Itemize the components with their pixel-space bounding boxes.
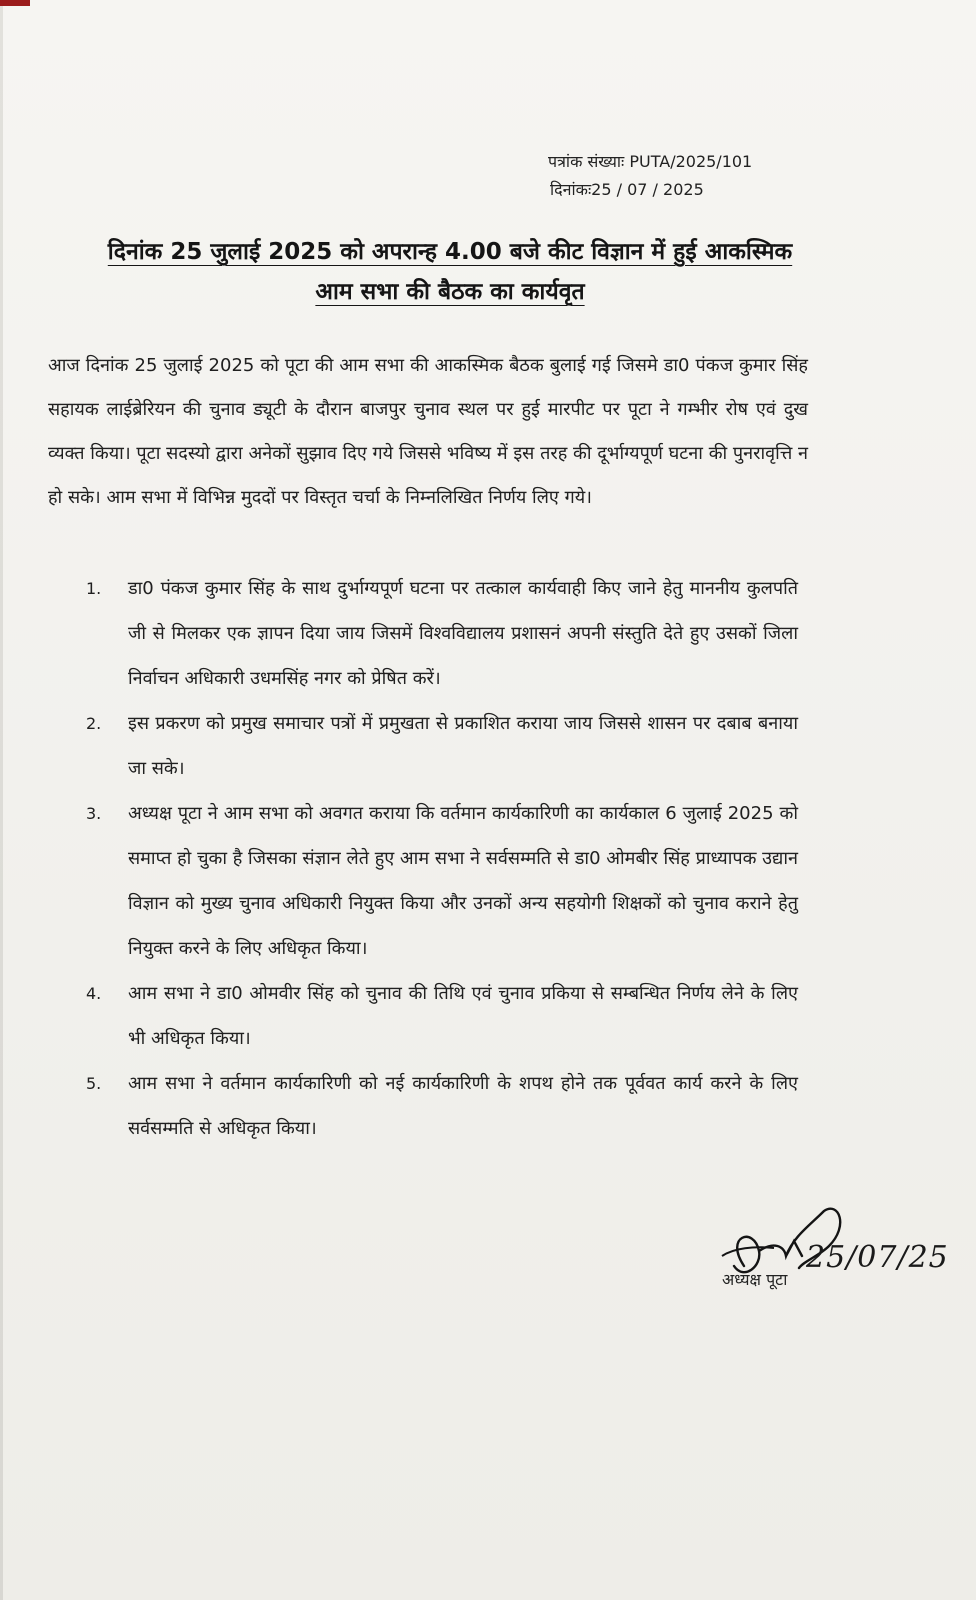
item-text: आम सभा ने डा0 ओमवीर सिंह को चुनाव की तिथि एवं चुनाव प्रकिया से सम्बन्धित निर्णय लेने के लिए भी अधिकृत किया। <box>128 983 798 1049</box>
list-item <box>86 791 798 971</box>
title-line-1: दिनांक 25 जुलाई 2025 को अपरान्ह 4.00 बजे कीट विज्ञान में हुई आकस्मिक <box>107 239 793 265</box>
list-item <box>86 701 798 791</box>
item-text: डा0 पंकज कुमार सिंह के साथ दुर्भाग्यपूर्ण घटना पर तत्काल कार्यवाही किए जाने हेतु माननीय कुलपति जी से मिलकर एक ज्ञापन दिया जाय जिसमें विश्वविद्यालय प्रशासनं अपनी संस्तुति देते हुए उसकों जिला निर्वाचन अधिकारी उधमसिंह नगर को प्रेषित करें। <box>128 578 798 689</box>
item-text: इस प्रकरण को प्रमुख समाचार पत्रों में प्रमुखता से प्रकाशित कराया जाय जिससे शासन पर दबाब बनाया जा सके। <box>128 713 798 779</box>
signature-date: 25/07/25 <box>806 1240 949 1275</box>
corner-mark <box>0 0 30 6</box>
item-number: 1. <box>86 579 102 598</box>
page-edge <box>0 0 3 1600</box>
item-text: अध्यक्ष पूटा ने आम सभा को अवगत कराया कि वर्तमान कार्यकारिणी का कार्यकाल 6 जुलाई 2025 को समाप्त हो चुका है जिसका संज्ञान लेते हुए आम सभा ने सर्वसम्मति से डा0 ओमबीर सिंह प्राध्यापक उद्यान विज्ञान को मुख्य चुनाव अधिकारी नियुक्त किया और उनकों अन्य सहयोगी शिक्षकों को चुनाव कराने हेतु नियुक्त करने के लिए अधिकृत किया। <box>128 803 798 959</box>
item-number: 4. <box>86 984 102 1003</box>
item-number: 3. <box>86 804 102 823</box>
list-item <box>86 1061 798 1151</box>
list-item <box>86 971 798 1061</box>
decision-list <box>86 566 798 1151</box>
list-item <box>86 566 798 701</box>
item-number: 5. <box>86 1074 102 1093</box>
reference-block <box>548 148 752 204</box>
letter-number: पत्रांक संख्याः PUTA/2025/101 <box>548 152 753 171</box>
intro-paragraph: आज दिनांक 25 जुलाई 2025 को पूटा की आम सभा की आकस्मिक बैठक बुलाई गई जिसमे डा0 पंकज कुमार सिंह सहायक लाईब्रेरियन की चुनाव ड्यूटी के दौरान बाजपुर चुनाव स्थल पर हुई मारपीट पर पूटा ने गम्भीर रोष एवं दुख व्यक्त किया। पूटा सदस्यो द्वारा अनेकों सुझाव दिए गये जिससे भविष्य में इस तरह की दूर्भाग्यपूर्ण घटना की पुनरावृत्ति न हो सके। आम सभा में विभिन्न मुददों पर विस्तृत चर्चा के निम्नलिखित निर्णय लिए गये। <box>48 355 808 508</box>
item-number: 2. <box>86 714 102 733</box>
letter-date: दिनांकः25 / 07 / 2025 <box>550 180 704 199</box>
document-title <box>40 232 860 312</box>
item-text: आम सभा ने वर्तमान कार्यकारिणी को नई कार्यकारिणी के शपथ होने तक पूर्ववत कार्य करने के लिए सर्वसम्मति से अधिकृत किया। <box>128 1073 798 1139</box>
signature-designation: अध्यक्ष पूटा <box>722 1270 788 1289</box>
title-line-2: आम सभा की बैठक का कार्यवृत <box>315 279 585 305</box>
